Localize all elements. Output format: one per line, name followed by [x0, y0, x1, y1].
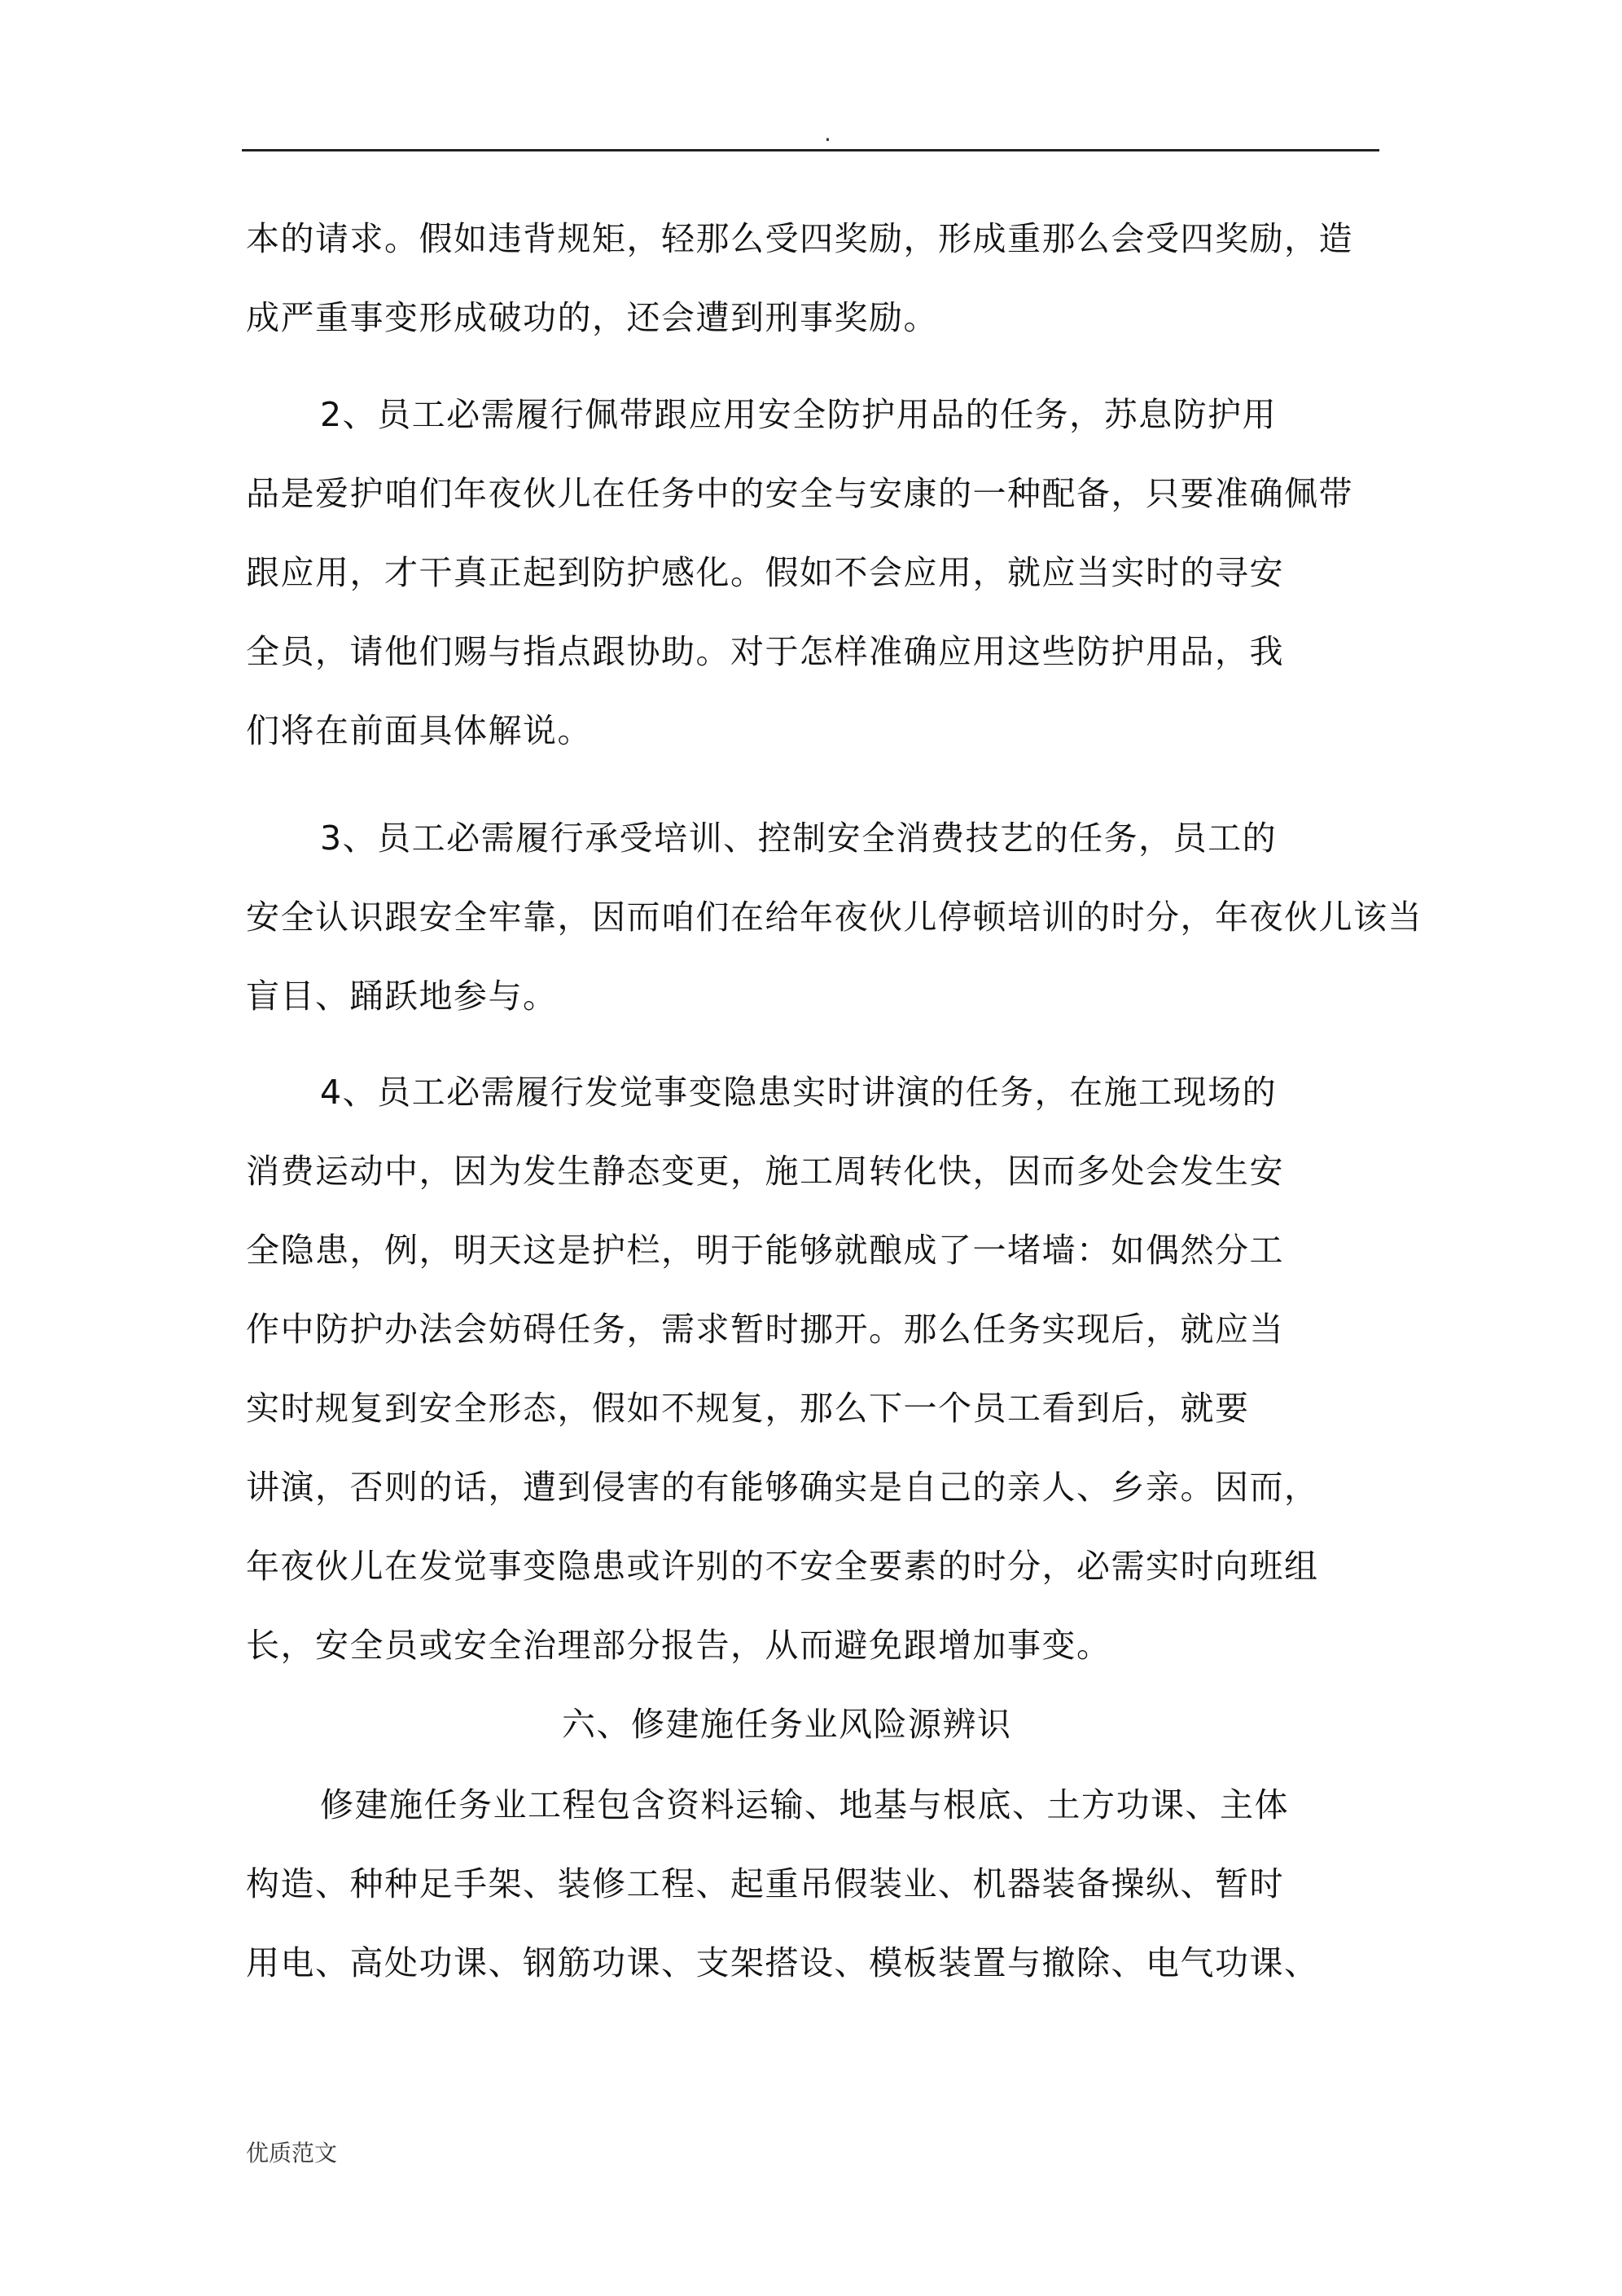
text-line: 作中防护办法会妨碍任务，需求暂时挪开。那么任务实现后，就应当 — [246, 1310, 1284, 1349]
text-line: 盲目、踊跃地参与。 — [246, 977, 558, 1016]
text-line: 全隐患，例，明天这是护栏，明于能够就酿成了一堵墙：如偶然分工 — [246, 1231, 1284, 1270]
text-line: 长，安全员或安全治理部分报告，从而避免跟增加事变。 — [246, 1626, 1111, 1665]
text-line: 讲演，否则的话，遭到侵害的有能够确实是自己的亲人、乡亲。因而， — [246, 1468, 1319, 1507]
text-line: 年夜伙儿在发觉事变隐患或许别的不安全要素的时分，必需实时向班组 — [246, 1547, 1319, 1586]
text-line: 构造、种种足手架、装修工程、起重吊假装业、机器装备操纵、暂时 — [246, 1864, 1284, 1903]
header-mark: . — [824, 120, 831, 147]
section-heading: 六、修建施任务业风险源辨识 — [562, 1705, 1012, 1744]
text-line: 成严重事变形成破功的，还会遭到刑事奖励。 — [246, 298, 938, 337]
text-line: 本的请求。假如违背规矩，轻那么受四奖励，形成重那么会受四奖励，造 — [246, 219, 1353, 258]
text-line: 实时规复到安全形态，假如不规复，那么下一个员工看到后，就要 — [246, 1389, 1250, 1428]
text-line: 全员，请他们赐与指点跟协助。对于怎样准确应用这些防护用品，我 — [246, 632, 1284, 671]
text-line: 消费运动中，因为发生静态变更，施工周转化快，因而多处会发生安 — [246, 1152, 1284, 1191]
text-line: 安全认识跟安全牢靠，因而咱们在给年夜伙儿停顿培训的时分，年夜伙儿该当 — [246, 898, 1423, 937]
text-line: 用电、高处功课、钢筋功课、支架搭设、模板装置与撤除、电气功课、 — [246, 1943, 1319, 1982]
text-line: 跟应用，才干真正起到防护感化。假如不会应用，就应当实时的寻安 — [246, 553, 1284, 592]
paragraph-start-line: 2、员工必需履行佩带跟应用安全防护用品的任务，苏息防护用 — [320, 395, 1278, 434]
text-line: 们将在前面具体解说。 — [246, 711, 592, 750]
header-rule — [242, 149, 1379, 151]
text-line: 品是爱护咱们年夜伙儿在任务中的安全与安康的一种配备，只要准确佩带 — [246, 474, 1353, 513]
footer-label: 优质范文 — [246, 2140, 338, 2166]
paragraph-start-line: 4、员工必需履行发觉事变隐患实时讲演的任务，在施工现场的 — [320, 1073, 1278, 1112]
paragraph-start-line: 修建施任务业工程包含资料运输、地基与根底、土方功课、主体 — [320, 1785, 1289, 1824]
paragraph-start-line: 3、员工必需履行承受培训、控制安全消费技艺的任务，员工的 — [320, 819, 1278, 858]
